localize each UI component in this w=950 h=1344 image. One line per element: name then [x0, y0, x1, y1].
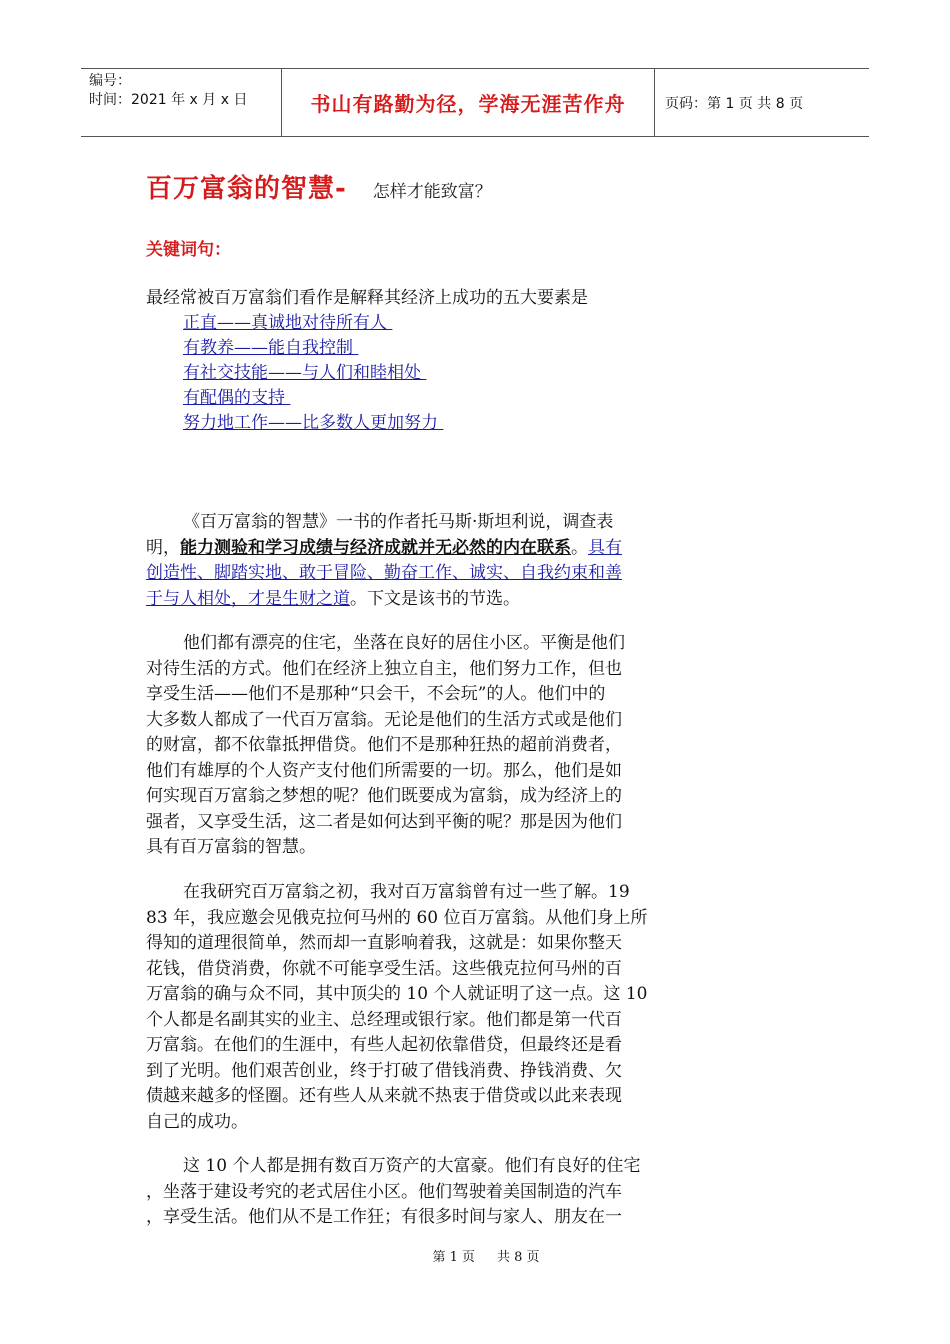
highlight-link[interactable]: 于与人相处，才是生财之道 — [146, 588, 350, 609]
factor-link[interactable]: 正直——真诚地对待所有人 — [183, 313, 393, 333]
header-meta — [81, 69, 282, 136]
document-date: 时间：2021 年 x 月 x 日 — [89, 92, 248, 108]
paragraph-line: 他们都有漂亮的住宅，坐落在良好的居住小区。平衡是他们 — [183, 633, 625, 653]
paragraph-line: 债越来越多的怪圈。还有些人从来就不热衷于借贷或以此来表现 — [146, 1086, 622, 1106]
success-factors-list — [183, 311, 443, 436]
intro-sentence: 最经常被百万富翁们看作是解释其经济上成功的五大要素是 — [146, 288, 588, 308]
emphasis-text: 能力测验和学习成绩与经济成就并无必然的内在联系 — [180, 537, 571, 558]
factor-link[interactable]: 有配偶的支持 — [183, 388, 291, 408]
paragraph-line: ，坐落于建设考究的老式居住小区。他们驾驶着美国制造的汽车 — [146, 1181, 622, 1202]
paragraph-line: 个人都是名副其实的业主、总经理或银行家。他们都是第一代百 — [146, 1009, 622, 1030]
paragraph-line: 到了光明。他们艰苦创业，终于打破了借钱消费、挣钱消费、欠 — [146, 1060, 622, 1081]
paragraph-1 — [146, 510, 686, 612]
header-page-info: 页码：第 1 页 共 8 页 — [665, 95, 804, 112]
factor-link[interactable]: 有教养——能自我控制 — [183, 338, 359, 358]
paragraph-line: 大多数人都成了一代百万富翁。无论是他们的生活方式或是他们 — [146, 709, 622, 730]
header-motto: 书山有路勤为径，学海无涯苦作舟 — [282, 69, 655, 136]
factor-link[interactable]: 有社交技能——与人们和睦相处 — [183, 363, 427, 383]
paragraph-line: 对待生活的方式。他们在经济上独立自主，他们努力工作，但也 — [146, 658, 622, 679]
document-number-label: 编号： — [89, 73, 131, 89]
document-title — [146, 168, 492, 205]
highlight-link[interactable]: 创造性、脚踏实地、敢于冒险、勤奋工作、诚实、自我约束和善 — [146, 563, 622, 583]
paragraph-line: 自己的成功。 — [146, 1111, 248, 1132]
paragraph-line: 他们有雄厚的个人资产支付他们所需要的一切。那么，他们是如 — [146, 760, 622, 781]
paragraph-3 — [146, 880, 686, 1135]
paragraph-line: 的财富，都不依靠抵押借贷。他们不是那种狂热的超前消费者， — [146, 735, 622, 755]
paragraph-line: 83 年，我应邀会见俄克拉何马州的 60 位百万富翁。从他们身上所 — [146, 907, 648, 928]
paragraph-text: 。下文是该书的节选。 — [350, 588, 520, 609]
factor-link[interactable]: 努力地工作——比多数人更加努力 — [183, 413, 444, 433]
title-main: 百万富翁的智慧- — [146, 174, 347, 204]
footer-page-number: 第 1 页 — [432, 1250, 475, 1265]
paragraph-4 — [146, 1154, 686, 1231]
paragraph-text: 明， — [146, 537, 180, 558]
paragraph-line: 在我研究百万富翁之初，我对百万富翁曾有过一些了解。19 — [183, 882, 630, 902]
page-footer — [0, 1246, 950, 1265]
paragraph-line: ，享受生活。他们从不是工作狂；有很多时间与家人、朋友在一 — [146, 1207, 622, 1227]
paragraph-2 — [146, 631, 686, 861]
highlight-link[interactable]: 具有 — [588, 537, 622, 558]
page-header — [81, 68, 869, 137]
paragraph-line: 得知的道理很简单，然而却一直影响着我，这就是：如果你整天 — [146, 933, 622, 953]
paragraph-line: 强者，又享受生活，这二者是如何达到平衡的呢？那是因为他们 — [146, 811, 622, 832]
paragraph-line: 万富翁的确与众不同，其中顶尖的 10 个人就证明了这一点。这 10 — [146, 984, 648, 1004]
paragraph-text: 《百万富翁的智慧》一书的作者托马斯·斯坦利说，调查表 — [183, 512, 614, 532]
footer-total-pages: 共 8 页 — [497, 1250, 540, 1265]
keywords-heading: 关键词句： — [146, 240, 231, 260]
paragraph-line: 万富翁。在他们的生涯中，有些人起初依靠借贷，但最终还是看 — [146, 1035, 622, 1055]
paragraph-line: 这 10 个人都是拥有数百万资产的大富豪。他们有良好的住宅 — [183, 1156, 641, 1176]
title-subtitle: 怎样才能致富？ — [372, 182, 492, 202]
paragraph-text: 。 — [571, 537, 588, 558]
paragraph-line: 享受生活——他们不是那种“只会干，不会玩”的人。他们中的 — [146, 684, 606, 704]
paragraph-line: 何实现百万富翁之梦想的呢？他们既要成为富翁，成为经济上的 — [146, 786, 622, 806]
paragraph-line: 具有百万富翁的智慧。 — [146, 837, 316, 857]
paragraph-line: 花钱，借贷消费，你就不可能享受生活。这些俄克拉何马州的百 — [146, 958, 622, 979]
